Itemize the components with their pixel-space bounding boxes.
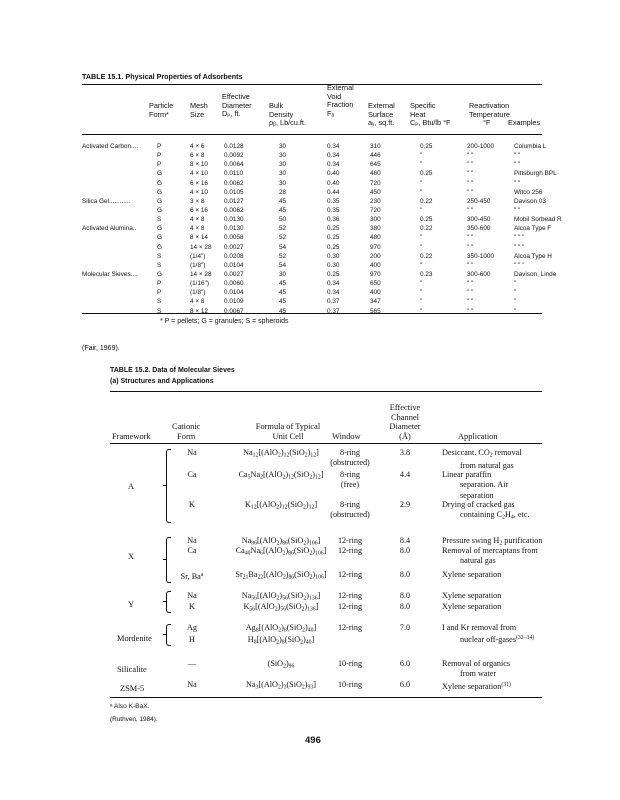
table-row [82,143,552,152]
cell-form: G [157,270,162,278]
cell-density: 45 [279,280,287,288]
cell-unit-cell-formula: $Ca_5Na_2[(AlO_2)_{12}(SiO_2)_{12}]$ [238,470,324,481]
cell-diameter: 0.0130 [224,216,244,224]
cell-density: 54 [279,261,287,269]
cell-cation: Na [187,448,197,457]
cell-form: P [157,143,162,150]
cell-example: Mobil Sorbead R [514,216,562,224]
cell-density: 45 [279,307,287,315]
cell-density: 30 [279,270,287,278]
cell-surface: 720 [370,206,381,214]
cell-window: 12-ring [337,591,363,600]
table-top-rule [82,84,542,85]
cell-surface: 650 [370,280,381,288]
col-header-formula: Formula of Typical Unit Cell [255,422,321,441]
cell-void-fraction: 0.37 [327,307,340,315]
cell-unit-cell-formula: $Na_{12}[(AlO_2)_{12}(SiO_2)_{12}]$ [243,448,319,459]
col-header-diameter: Effective Diameter Dₚ, ft. [222,92,252,119]
cell-form: S [157,261,162,269]
cell-application: Xylene separation [442,602,502,611]
brace-x-tip [163,559,166,560]
cell-application: Drying of cracked gas containing $C_2H_4$, etc. [442,500,530,521]
cell-example: " [514,298,517,306]
cell-density: 52 [279,234,287,242]
cell-reactivation: " " [467,179,474,187]
cell-example: " " [514,152,521,160]
cell-channel-diameter: 6.0 [399,659,411,668]
table-header-rule [110,443,542,444]
cell-form: S [157,298,162,306]
cell-unit-cell-formula: $Ag_8[(AlO_2)_8(SiO_2)_{40}]$ [245,623,317,634]
cell-mesh: 4 × 8 [190,225,205,233]
cell-specific-heat: 0.25 [420,170,433,178]
cell-void-fraction: 0.35 [327,206,340,214]
table-row [82,216,562,225]
cell-example: Davison 03 [514,197,546,205]
framework-label: A [128,482,135,491]
cell-diameter: 0.0105 [224,188,244,196]
cell-example: " " [514,161,521,169]
cell-diameter: 0.0062 [224,179,244,187]
brace-mordenite-tip [163,634,166,635]
cell-diameter: 0.0027 [224,243,244,251]
framework-label: ZSM-5 [120,684,145,693]
cell-specific-heat: " [420,206,423,214]
cell-void-fraction: 0.40 [327,179,340,187]
col-header-application: Application [458,432,498,441]
cell-cation: Ca [187,470,197,479]
cell-surface: 300 [370,216,381,224]
table-row [82,234,552,243]
cell-unit-cell-formula: $Na_{56}[(AlO_2)_{56}(SiO_2)_{136}]$ [241,591,321,602]
table-15-1-title: TABLE 15.1. Physical Properties of Adsorbents [82,72,243,81]
table-row [82,253,552,262]
cell-surface: 400 [370,289,381,297]
cell-mesh: 6 × 16 [190,206,208,214]
cell-application: Xylene separation$^{(31)}$ [442,682,511,691]
cell-channel-diameter: 2.9 [399,500,411,509]
col-header-mesh: Mesh Size [190,101,208,119]
cell-surface: 970 [370,243,381,251]
cell-density: 45 [279,206,287,214]
cell-reactivation: " " [467,234,474,242]
cell-form: P [157,280,162,288]
cell-example: " [514,280,517,288]
cell-example: " [514,289,517,297]
table-15-2-subtitle: (a) Structures and Applications [110,378,214,385]
cell-mesh: (1/4") [190,252,206,260]
brace-a-tip [163,485,166,486]
cell-cation: H [189,635,195,644]
table-row [82,270,557,280]
cell-mesh: 4 × 10 [190,188,208,196]
cell-void-fraction: 0.35 [327,197,340,205]
cell-window: 12-ring [337,536,363,545]
row-group-label: Silica Gel............ [82,197,131,205]
cell-diameter: 0.0058 [224,234,244,242]
col-header-surface: External Surface aᵧ, sq.ft. [368,101,395,128]
cell-window: 12-ring [337,623,363,632]
col-header-void: External Void Fraction Fₐ [327,83,354,118]
cell-diameter: 0.0109 [224,298,244,306]
cell-reactivation: 350-1000 [467,252,495,260]
cell-specific-heat: 0.22 [420,225,433,233]
cell-cation: Na [187,591,197,600]
brace-mordenite [166,624,171,646]
cell-unit-cell-formula: $(SiO_2)_{96}$ [267,659,295,670]
cell-reactivation: " " [467,170,474,178]
cell-form: G [157,170,162,178]
cell-void-fraction: 0.25 [327,234,340,242]
cell-specific-heat: 0.22 [420,197,433,205]
cell-form: P [157,152,162,160]
cell-specific-heat: " [420,298,423,306]
cell-mesh: 8 × 14 [190,234,208,242]
row-group-label: Molecular Sieves.... [82,270,138,278]
cell-surface: 400 [370,261,381,269]
cell-diameter: 0.0130 [224,225,244,233]
brace-a [166,449,171,523]
col-header-channel-diameter: Effective Channel Diameter (Å) [389,403,421,441]
cell-mesh: 3 × 8 [190,197,205,205]
cell-diameter: 0.0067 [224,307,244,315]
cell-form: P [157,289,162,297]
cell-specific-heat: " [420,234,423,242]
cell-channel-diameter: 6.0 [399,680,411,689]
cell-reactivation: 300-600 [467,270,491,278]
table-row [82,280,552,289]
cell-surface: 450 [370,188,381,196]
cell-reactivation: " " [467,298,474,306]
cell-specific-heat: " [420,161,423,169]
cell-channel-diameter: 8.0 [399,546,411,555]
cell-channel-diameter: 4.4 [399,470,411,479]
cell-surface: 970 [370,270,381,278]
cell-diameter: 0.0127 [224,197,244,205]
cell-mesh: 8 × 12 [190,307,208,315]
cell-void-fraction: 0.30 [327,261,340,269]
cell-mesh: 8 × 10 [190,161,208,169]
cell-surface: 310 [370,143,381,150]
table-15-1-footnote: * P = pellets; G = granules; S = spheroids [160,318,289,325]
cell-reactivation: " " [467,307,474,315]
cell-density: 30 [279,143,287,150]
cell-mesh: 6 × 8 [190,152,205,160]
cell-void-fraction: 0.30 [327,252,340,260]
cell-surface: 720 [370,179,381,187]
col-header-form: Particle Form* [149,101,174,119]
table-15-1-body [82,143,562,317]
cell-channel-diameter: 3.8 [399,448,411,457]
cell-density: 45 [279,197,287,205]
cell-void-fraction: 0.25 [327,270,340,278]
cell-surface: 480 [370,234,381,242]
cell-channel-diameter: 8.4 [399,536,411,545]
cell-density: 54 [279,243,287,251]
cell-channel-diameter: 7.0 [399,623,411,632]
table-bottom-rule [82,313,542,314]
table-top-rule [110,391,542,392]
cell-specific-heat: " [420,179,423,187]
framework-label: Silicalite [117,665,147,674]
cell-void-fraction: 0.25 [327,243,340,251]
table-row [82,262,552,271]
cell-void-fraction: 0.36 [327,216,340,224]
cell-form: G [157,206,162,214]
table-row [82,189,552,198]
cell-density: 30 [279,179,287,187]
col-header-examples: Examples [508,118,541,127]
cell-void-fraction: 0.40 [327,170,340,178]
cell-unit-cell-formula: $Sr_{21}Ba_{22}[(AlO_2)_{86}(SiO_2)_{106}]$ [235,570,327,581]
cell-example: Columbia L [514,143,547,150]
cell-specific-heat: " [420,280,423,288]
cell-mesh: 4 × 6 [190,143,205,150]
cell-application: Pressure swing $H_2$ purification [442,536,543,547]
cell-cation: — [187,659,197,668]
cell-window: 10-ring [337,680,363,689]
cell-mesh: (1/8") [190,289,206,297]
cell-density: 30 [279,161,287,169]
cell-cation: K [189,500,195,509]
cell-surface: 230 [370,197,381,205]
cell-window: 8-ring (obstructed) [330,500,370,520]
table-row [82,225,552,234]
cell-application: I and Kr removal from nuclear off-gases$^{(32-34)}$ [442,623,535,645]
cell-diameter: 0.0092 [224,152,244,160]
cell-density: 52 [279,225,287,233]
cell-mesh: 6 × 16 [190,179,208,187]
cell-reactivation: " " [467,188,474,196]
cell-diameter: 0.0104 [224,261,244,269]
cell-example: Davison, Linde [514,270,557,278]
cell-window: 12-ring [337,570,363,579]
cell-form: G [157,179,162,187]
cell-form: P [157,161,162,169]
col-header-reactivation: Reactivation Temperature °F [469,101,510,128]
cell-window: 10-ring [337,659,363,668]
cell-specific-heat: " [420,152,423,160]
cell-channel-diameter: 8.0 [399,591,411,600]
cell-form: S [157,252,162,260]
cell-surface: 565 [370,307,381,315]
cell-channel-diameter: 8.0 [399,570,411,579]
page-number: 496 [305,735,321,746]
cell-form: G [157,225,162,233]
cell-surface: 645 [370,161,381,169]
table-row [82,161,552,170]
cell-window: 12-ring [337,546,363,555]
cell-specific-heat: " [420,188,423,196]
cell-diameter: 0.0062 [224,206,244,214]
cell-application: Xylene separation [442,591,502,600]
cell-density: 45 [279,289,287,297]
cell-void-fraction: 0.34 [327,161,340,169]
cell-application: Removal of organics from water [442,659,511,679]
table-header-rule [82,134,542,135]
cell-example: Pittsburgh BPL [514,170,557,178]
framework-label: X [128,552,135,561]
cell-example: " " " [514,234,525,242]
cell-cation: Ag [186,623,197,632]
cell-window: 12-ring [337,602,363,611]
cell-reactivation: 200-1000 [467,143,495,150]
cell-application: Desiccant. $CO_2$ removal from natural gas [442,448,522,470]
cell-cation: Na [187,680,197,689]
cell-application: Linear paraffin separation. Air separation [442,470,509,500]
cell-unit-cell-formula: $Ca_{40}Na_6[(AlO_2)_{86}(SiO_2)_{106}]$ [235,546,327,557]
cell-specific-heat: 0.25 [420,143,433,150]
cell-diameter: 0.0027 [224,270,244,278]
cell-specific-heat: 0.22 [420,252,433,260]
cell-reactivation: " " [467,261,474,269]
cell-cation: Na [187,536,197,545]
cell-diameter: 0.0110 [224,170,244,178]
cell-window: 8-ring (obstructed) [330,448,370,468]
brace-y [166,591,171,613]
table-row [82,207,552,216]
cell-surface: 347 [370,298,381,306]
cell-example: " " [514,179,521,187]
cell-reactivation: " " [467,152,474,160]
cell-diameter: 0.0128 [224,143,244,150]
cell-reactivation: " " [467,243,474,251]
table-row [82,289,552,298]
cell-surface: 460 [370,170,381,178]
cell-unit-cell-formula: $H_8[(AlO_2)_8(SiO_2)_{40}]$ [247,635,315,646]
brace-x [166,537,171,583]
cell-cation: Sr, Ba$^a$ [180,572,204,581]
cell-application: Xylene separation [442,570,502,579]
cell-unit-cell-formula: $Na_3[(AlO_2)_3(SiO_2)_{93}]$ [245,680,316,691]
cell-form: S [157,216,162,224]
cell-reactivation: 250-450 [467,197,491,205]
framework-label: Y [128,600,135,609]
cell-specific-heat: " [420,307,423,315]
cell-example: " [514,307,517,315]
col-header-window: Window [332,432,361,441]
brace-y-tip [163,601,166,602]
cell-reactivation: 300-450 [467,216,491,224]
cell-form: G [157,197,162,205]
cell-form: G [157,243,162,251]
col-header-heat: Specific Heat Cₚ, Btu/lb °F [410,101,451,128]
cell-reactivation: " " [467,289,474,297]
cell-specific-heat: " [420,289,423,297]
cell-density: 45 [279,298,287,306]
table-row [82,198,552,207]
table-row [82,152,552,161]
cell-void-fraction: 0.34 [327,152,340,160]
cell-specific-heat: 0.25 [420,216,433,224]
table-bottom-rule [110,697,542,698]
cell-density: 30 [279,152,287,160]
cell-surface: 446 [370,152,381,160]
row-group-label: Activated Alumina.. [82,225,137,233]
cell-diameter: 0.0060 [224,280,244,288]
cell-cation: Ca [187,546,197,555]
table-15-2-title: TABLE 15.2. Data of Molecular Sieves [110,367,235,374]
framework-label: Mordenite [117,634,152,643]
cell-void-fraction: 0.37 [327,298,340,306]
table-row [82,170,557,179]
cell-surface: 200 [370,252,381,260]
cell-mesh: 4 × 8 [190,216,205,224]
cell-unit-cell-formula: $K_{56}[(AlO_2)_{56}(SiO_2)_{136}]$ [243,602,319,613]
cell-density: 30 [279,170,287,178]
table-15-2-citation: (Ruthven, 1984). [110,716,158,723]
cell-form: S [157,307,162,315]
cell-example: Alcoa Type F [514,225,552,233]
table-15-1-citation: (Fair, 1969). [82,345,120,352]
cell-diameter: 0.0208 [224,252,244,260]
cell-void-fraction: 0.34 [327,143,340,150]
cell-density: 52 [279,252,287,260]
col-header-framework: Framework [112,432,151,441]
cell-density: 50 [279,216,287,224]
cell-surface: 380 [370,225,381,233]
cell-example: " " " [514,261,525,269]
cell-reactivation: " " [467,280,474,288]
table-row [82,244,552,253]
cell-example: Alcoa Type H [514,252,552,260]
cell-example: " " " [514,243,525,251]
cell-reactivation: " " [467,206,474,214]
cell-specific-heat: " [420,243,423,251]
cell-reactivation: 350-600 [467,225,491,233]
cell-example: Witco 256 [514,188,543,196]
cell-diameter: 0.0064 [224,161,244,169]
cell-unit-cell-formula: $Na_{86}[(AlO_2)_{86}(SiO_2)_{106}]$ [241,536,321,547]
cell-mesh: 4 × 8 [190,298,205,306]
cell-void-fraction: 0.25 [327,225,340,233]
cell-specific-heat: 0.23 [420,270,433,278]
cell-unit-cell-formula: $K_{12}[(AlO_2)_{12}(SiO_2)_{12}]$ [244,500,318,511]
cell-mesh: (1/8") [190,261,206,269]
cell-form: G [157,234,162,242]
cell-mesh: (1/16") [190,280,209,288]
cell-mesh: 14 × 28 [190,243,212,251]
cell-reactivation: " " [467,161,474,169]
cell-window: 8-ring (free) [339,470,360,490]
table-row [82,180,552,189]
cell-mesh: 4 × 10 [190,170,208,178]
table-15-2-footnote: ᵃ Also K-BaX. [110,703,150,710]
cell-diameter: 0.0104 [224,289,244,297]
cell-mesh: 14 × 28 [190,270,212,278]
cell-example: " " [514,206,521,214]
row-group-label: Activated Carbon.... [82,143,139,150]
cell-channel-diameter: 8.0 [399,602,411,611]
cell-specific-heat: " [420,261,423,269]
cell-density: 28 [279,188,287,196]
cell-cation: K [189,602,195,611]
cell-form: G [157,188,162,196]
cell-void-fraction: 0.34 [327,289,340,297]
col-header-density: Bulk Density ρᵦ, Lb/cu.ft. [269,101,306,128]
cell-void-fraction: 0.34 [327,280,340,288]
cell-application: Removal of mercaptans from natural gas [442,546,538,566]
col-header-cation: Cationic Form [172,422,201,441]
cell-void-fraction: 0.44 [327,188,340,196]
table-row [82,298,552,307]
